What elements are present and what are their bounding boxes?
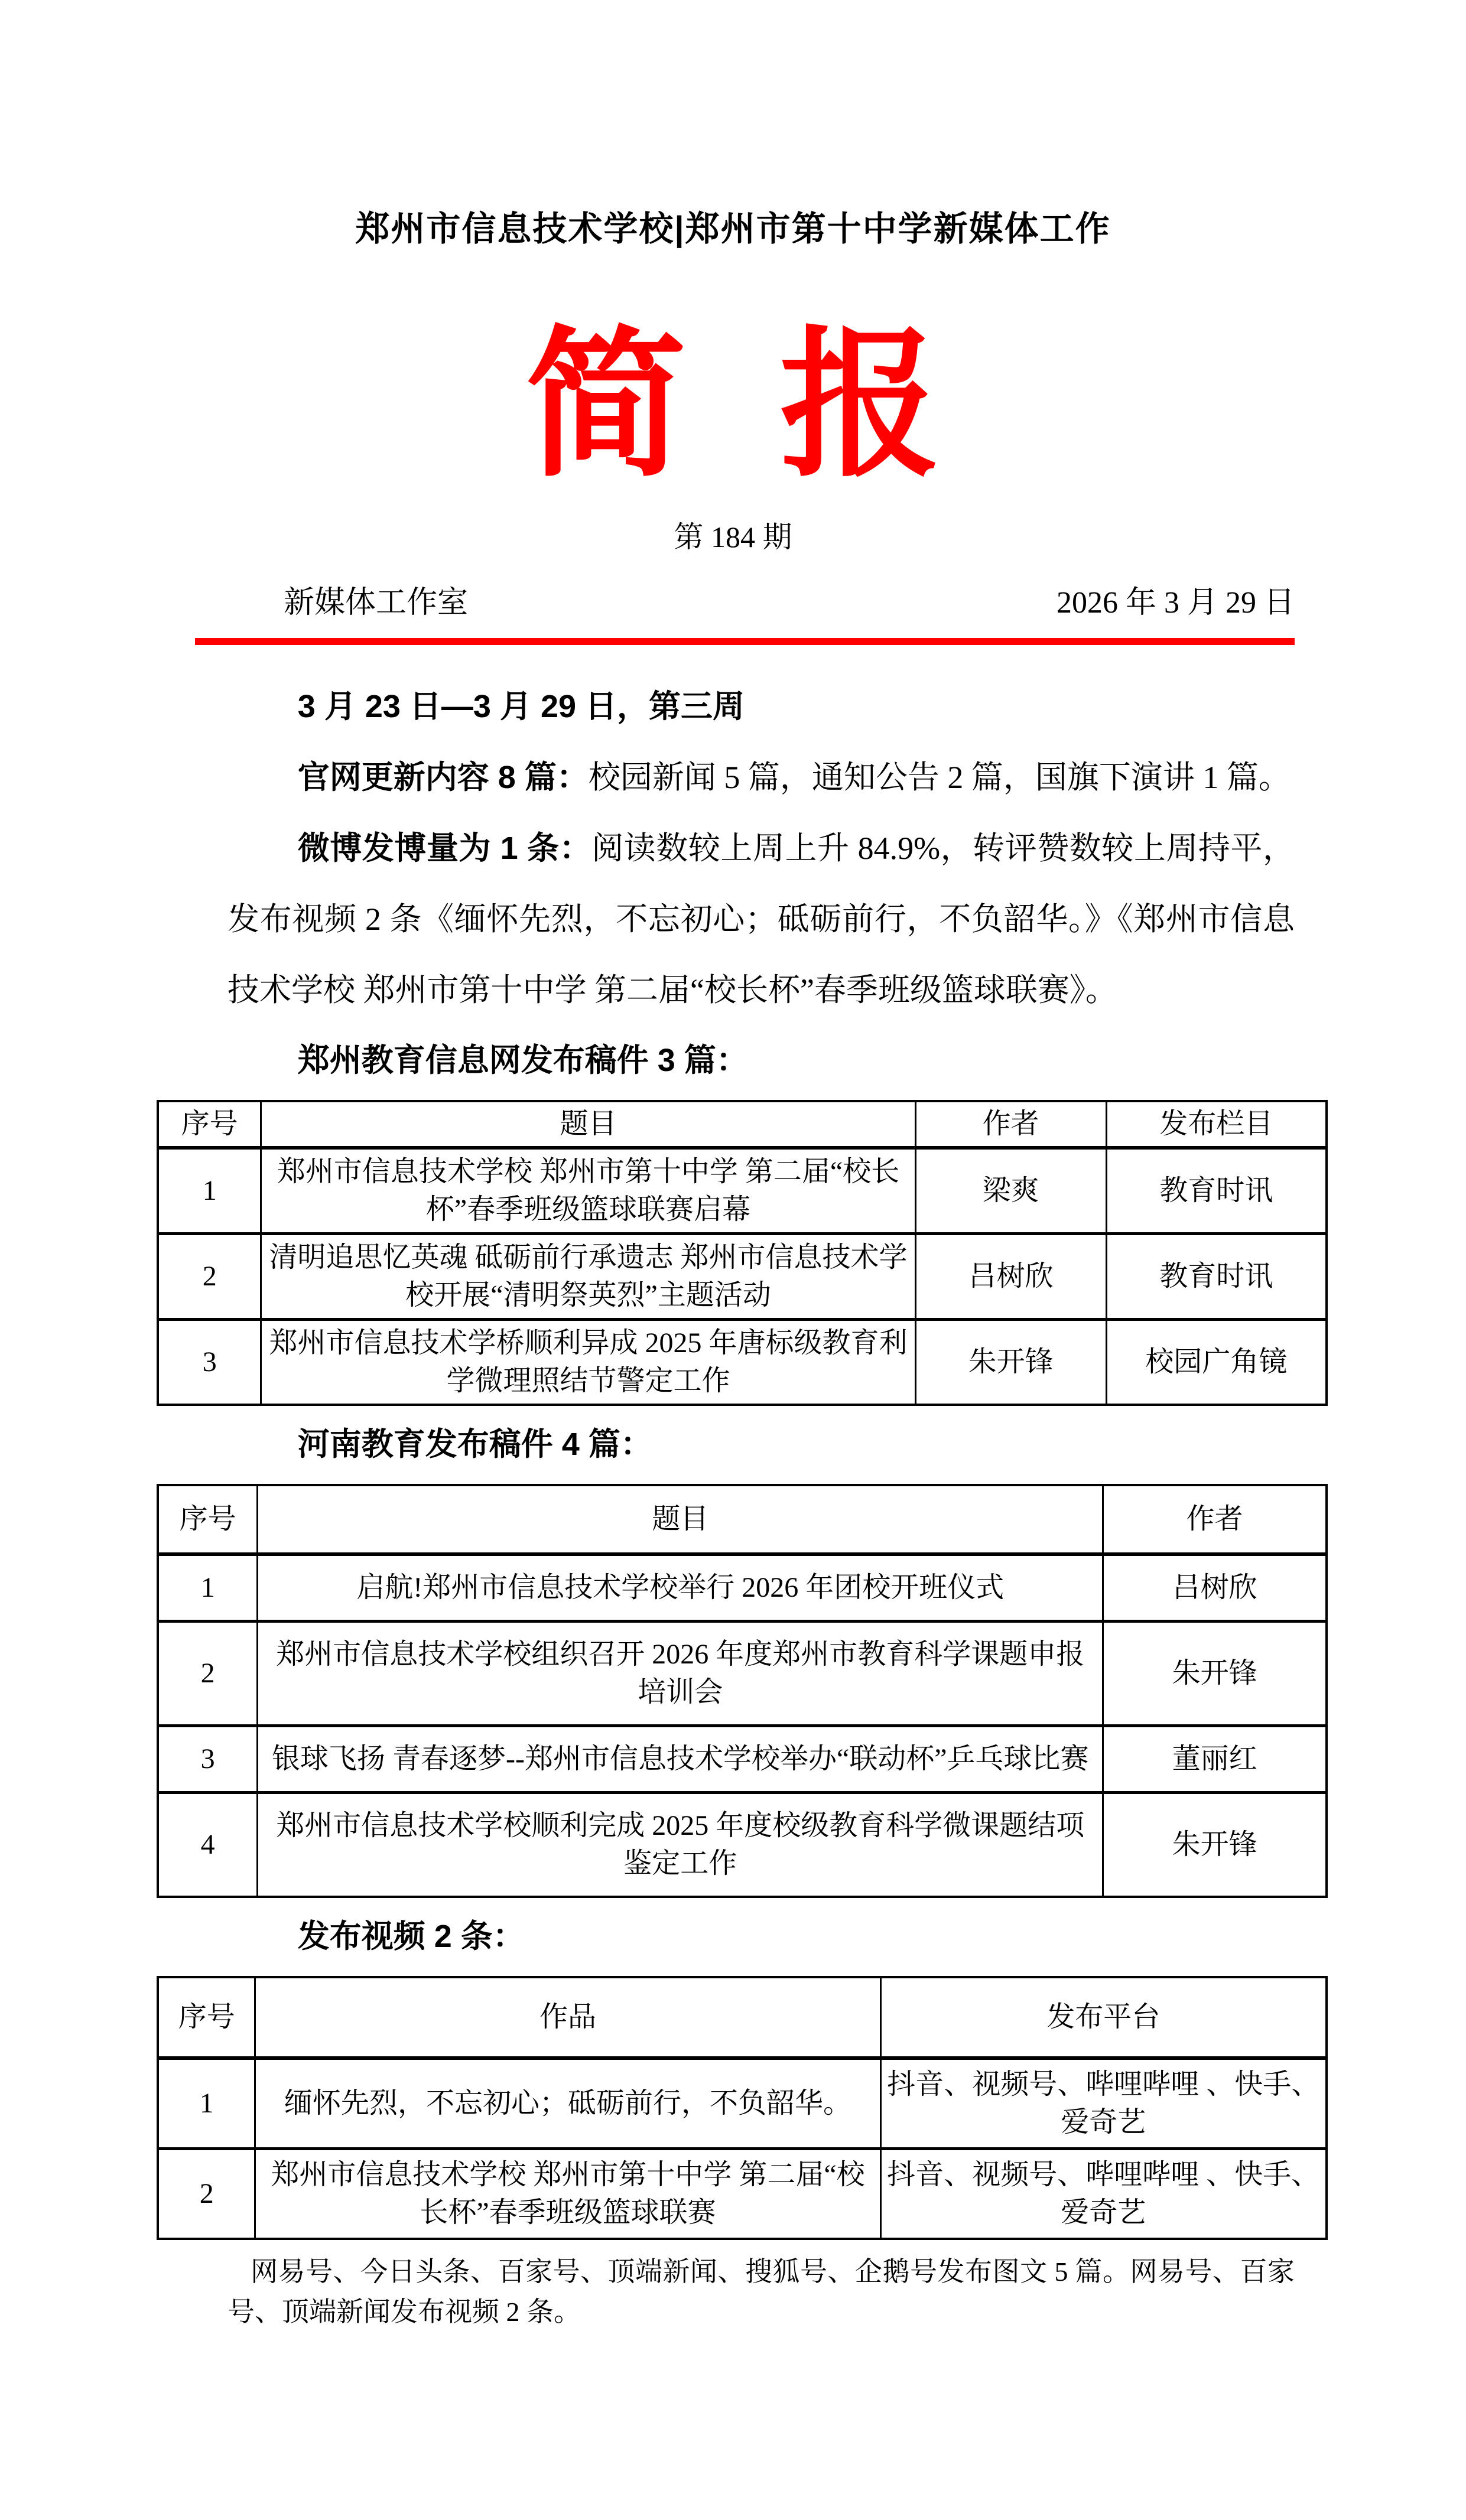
section-heading-henan-edu: 河南教育发布稿件 4 篇： [297, 1427, 652, 1462]
table-cell: 2 [158, 1234, 261, 1320]
table-header-cell: 题目 [261, 1101, 915, 1148]
table-cell: 吕树欣 [915, 1234, 1106, 1320]
videos-table [157, 1976, 1328, 2240]
table-cell: 朱开锋 [1103, 1793, 1327, 1897]
red-divider-rule [195, 638, 1295, 645]
table-header-cell: 序号 [158, 1977, 255, 2058]
title-cell: 银球飞扬 青春逐梦--郑州市信息技术学校举办“联动杯”乒乓球比赛 [258, 1726, 1103, 1793]
table-row [158, 1234, 1327, 1320]
zhengzhou-edu-table [157, 1100, 1328, 1406]
masthead-char-jian: 简 [525, 315, 687, 495]
table-cell: 董丽红 [1103, 1726, 1327, 1793]
table-row [158, 2149, 1327, 2239]
table-row [158, 1148, 1327, 1234]
table-cell: 朱开锋 [915, 1320, 1106, 1405]
website-update-lead: 官网更新内容 8 篇： [297, 760, 589, 795]
summary-block [178, 671, 1320, 2240]
distribution-footer-note: 网易号、今日头条、百家号、顶端新闻、搜狐号、企鹅号发布图文 5 篇。网易号、百家号、顶端新闻发布视频 2 条。 [227, 2257, 1295, 2327]
table-cell: 抖音、视频号、哔哩哔哩 、快手、爱奇艺 [880, 2058, 1327, 2149]
title-cell: 郑州市信息技术学校顺利完成 2025 年度校级教育科学微课题结项鉴定工作 [258, 1793, 1103, 1897]
henan-edu-table [157, 1484, 1328, 1898]
table-cell: 教育时讯 [1106, 1234, 1327, 1320]
table-cell: 3 [158, 1320, 261, 1405]
table-header-row [158, 1485, 1327, 1554]
masthead [0, 315, 1466, 495]
weibo-lead: 微博发博量为 1 条： [297, 831, 592, 866]
table-cell: 吕树欣 [1103, 1554, 1327, 1622]
table-row [158, 1554, 1327, 1622]
title-cell: 清明追思忆英魂 砥砺前行承遗志 郑州市信息技术学校开展“清明祭英烈”主题活动 [261, 1234, 915, 1320]
issue-date: 2026 年 3 月 29 日 [1056, 586, 1295, 620]
table-cell: 3 [158, 1726, 258, 1793]
table-cell: 1 [158, 1554, 258, 1622]
title-cell: 启航!郑州市信息技术学校举行 2026 年团校开班仪式 [258, 1554, 1103, 1622]
table-row [158, 2058, 1327, 2149]
table-header-cell: 发布栏目 [1106, 1101, 1327, 1148]
masthead-char-bao: 报 [779, 315, 941, 495]
table-cell: 教育时讯 [1106, 1148, 1327, 1234]
table-cell: 朱开锋 [1103, 1622, 1327, 1726]
table-row [158, 1726, 1327, 1793]
table-wrap-henan-edu [157, 1484, 1328, 1898]
title-cell: 郑州市信息技术学校组织召开 2026 年度郑州市教育科学课题申报培训会 [258, 1622, 1103, 1726]
table-row [158, 1793, 1327, 1897]
table-cell: 2 [158, 2149, 255, 2239]
table-header-cell: 作者 [1103, 1485, 1327, 1554]
table-header-cell: 题目 [258, 1485, 1103, 1554]
table-cell: 4 [158, 1793, 258, 1897]
table-header-row [158, 1101, 1327, 1148]
week-range-line: 3 月 23 日—3 月 29 日，第三周 [297, 689, 745, 724]
document-title: 郑州市信息技术学校|郑州市第十中学新媒体工作 [355, 210, 1111, 248]
title-cell: 缅怀先烈，不忘初心；砥砺前行，不负韶华。 [255, 2058, 880, 2149]
issue-number: 第 184 期 [674, 520, 792, 554]
website-update-detail: 校园新闻 5 篇，通知公告 2 篇，国旗下演讲 1 篇。 [588, 760, 1291, 795]
table-header-row [158, 1977, 1327, 2058]
table-wrap-videos [157, 1976, 1328, 2240]
table-row [158, 1622, 1327, 1726]
table-header-cell: 作品 [255, 1977, 880, 2058]
table-header-cell: 作者 [915, 1101, 1106, 1148]
title-cell: 郑州市信息技术学校 郑州市第十中学 第二届“校长杯”春季班级篮球联赛 [255, 2149, 880, 2239]
title-cell: 郑州市信息技术学桥顺利异成 2025 年唐标级教育利学微理照结节警定工作 [261, 1320, 915, 1405]
table-cell: 抖音、视频号、哔哩哔哩 、快手、爱奇艺 [880, 2149, 1327, 2239]
website-update-paragraph [227, 742, 1295, 813]
table-cell: 梁爽 [915, 1148, 1106, 1234]
weibo-paragraph [227, 813, 1295, 1025]
table-cell: 1 [158, 1148, 261, 1234]
table-header-cell: 序号 [158, 1101, 261, 1148]
title-cell: 郑州市信息技术学校 郑州市第十中学 第二届“校长杯”春季班级篮球联赛启幕 [261, 1148, 915, 1234]
section-heading-videos: 发布视频 2 条： [297, 1919, 525, 1954]
issuer-name: 新媒体工作室 [284, 586, 469, 620]
content-area [178, 584, 1320, 2332]
table-header-cell: 发布平台 [880, 1977, 1327, 2058]
table-wrap-zhengzhou-edu [157, 1100, 1328, 1406]
weibo-detail: 阅读数较上周上升 84.9%，转评赞数较上周持平，发布视频 2 条《缅怀先烈，不忘初心；砥砺前行，不负韶华。》《郑州市信息技术学校 郑州市第十中学 第二届“校长杯”春季班级篮球联赛》。 [227, 831, 1295, 1008]
table-cell: 1 [158, 2058, 255, 2149]
issuer-row [227, 584, 1295, 623]
table-cell: 校园广角镜 [1106, 1320, 1327, 1405]
table-header-cell: 序号 [158, 1485, 258, 1554]
table-cell: 2 [158, 1622, 258, 1726]
table-row [158, 1320, 1327, 1405]
section-heading-zhengzhou-edu: 郑州教育信息网发布稿件 3 篇： [297, 1043, 748, 1078]
